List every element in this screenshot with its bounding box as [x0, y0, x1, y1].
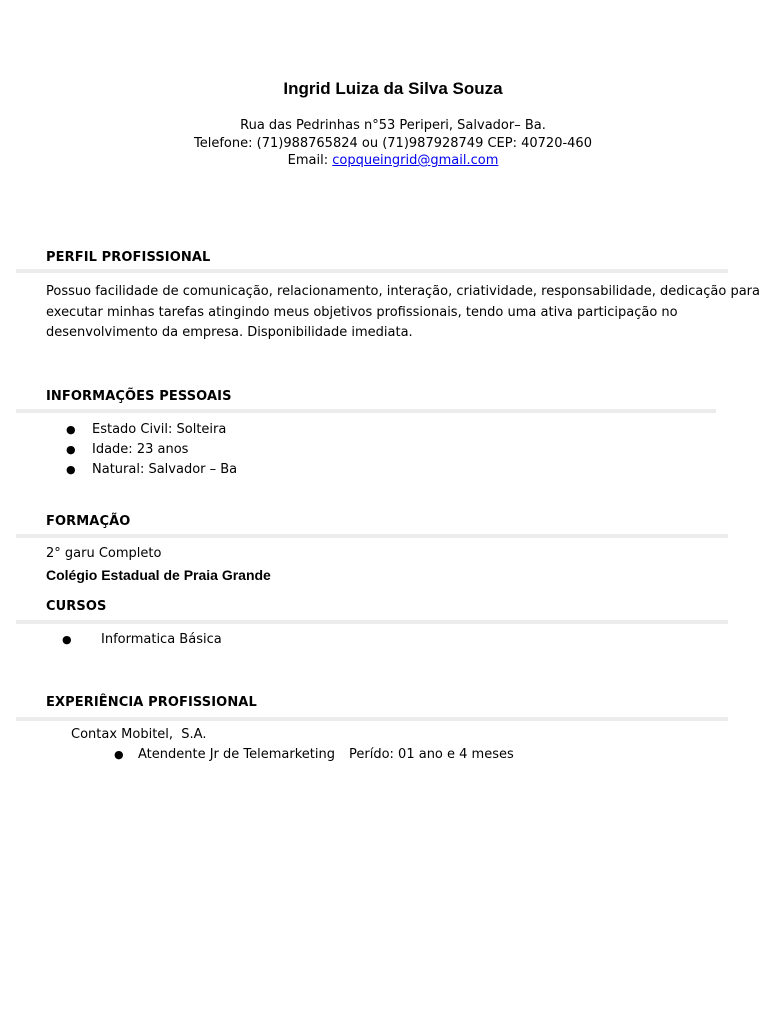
estado-civil: Estado Civil: Solteira: [92, 422, 227, 437]
natural: Natural: Salvador – Ba: [92, 462, 238, 477]
bullet-icon: ●: [66, 463, 76, 476]
email-label: Email:: [287, 153, 333, 168]
section-divider: [16, 409, 716, 413]
candidate-name: Ingrid Luiza da Silva Souza: [283, 79, 503, 98]
perfil-line: desenvolvimento da empresa. Disponibilidade imediata.: [46, 325, 413, 340]
idade: Idade: 23 anos: [92, 442, 189, 457]
email-link[interactable]: copqueingrid@gmail.com: [332, 153, 499, 168]
section-title-formacao: FORMAÇÃO: [46, 514, 131, 529]
job-period: Perído: 01 ano e 4 meses: [349, 747, 514, 762]
perfil-paragraph: [46, 282, 760, 344]
section-divider: [16, 534, 728, 538]
bullet-icon: ●: [62, 633, 72, 646]
job-role: Atendente Jr de Telemarketing: [138, 747, 335, 762]
perfil-line: Possuo facilidade de comunicação, relacionamento, interação, criatividade, responsabilidade, dedicação para: [46, 284, 760, 299]
section-title-perfil: PERFIL PROFISSIONAL: [46, 250, 211, 265]
address-line: Rua das Pedrinhas n°53 Periperi, Salvador– Ba.: [240, 118, 546, 133]
perfil-line: executar minhas tarefas atingindo meus objetivos profissionais, tendo uma ativa participação no: [46, 304, 678, 320]
phone-line: Telefone: (71)988765824 ou (71)987928749 CEP: 40720-460: [194, 136, 592, 151]
section-divider: [16, 269, 728, 273]
bullet-icon: ●: [114, 748, 124, 761]
section-title-pessoais: INFORMAÇÕES PESSOAIS: [46, 389, 232, 404]
formacao-level: 2° garu Completo: [46, 546, 162, 561]
email-line: [0, 152, 768, 170]
section-title-cursos: CURSOS: [46, 599, 107, 614]
company-name: Contax Mobitel, S.A.: [71, 727, 207, 742]
bullet-icon: ●: [66, 423, 76, 436]
section-title-experiencia: EXPERIÊNCIA PROFISSIONAL: [46, 695, 257, 710]
formacao-school: Colégio Estadual de Praia Grande: [46, 567, 271, 583]
section-divider: [16, 717, 728, 721]
curso-informatica: Informatica Básica: [101, 632, 222, 647]
section-divider: [16, 620, 728, 624]
bullet-icon: ●: [66, 443, 76, 456]
